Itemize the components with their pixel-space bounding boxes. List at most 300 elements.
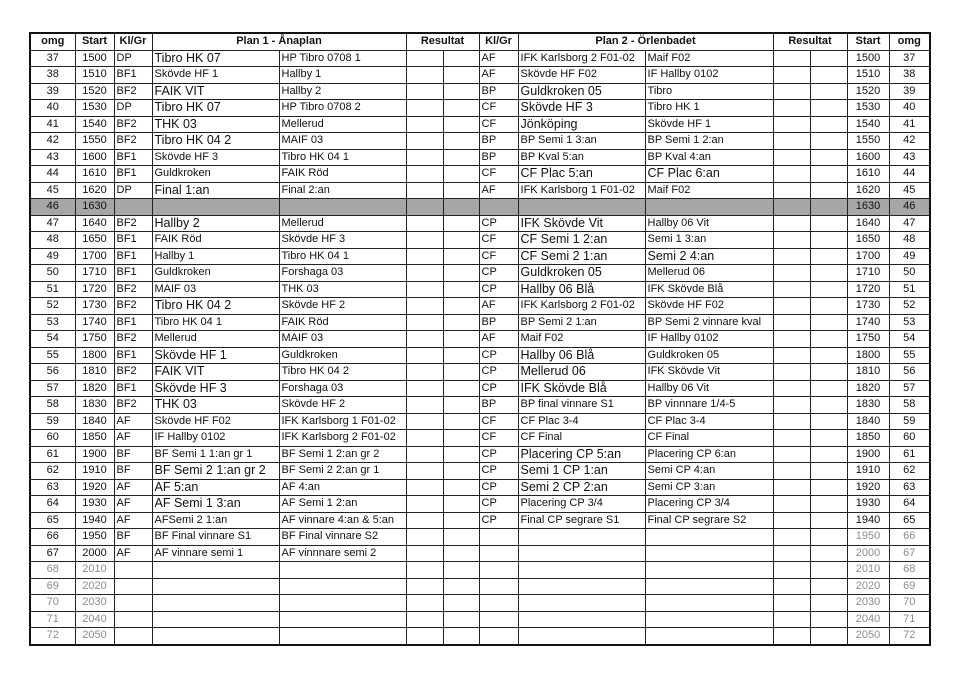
class-group-cell-plan2: AF [479, 50, 518, 67]
table-row [30, 446, 930, 463]
class-group-cell-plan2 [479, 562, 518, 579]
omg-cell-plan2: 38 [889, 67, 930, 84]
team-b-cell-plan1: Mellerud [279, 116, 406, 133]
header-omg-2: omg [889, 33, 930, 50]
result-b-cell-plan1 [443, 496, 479, 513]
omg-cell-plan2: 64 [889, 496, 930, 513]
result-b-cell-plan1 [443, 347, 479, 364]
header-row [30, 33, 930, 50]
start-cell: 2020 [75, 578, 114, 595]
team-b-cell-plan2: Skövde HF F02 [645, 298, 773, 315]
table-row [30, 83, 930, 100]
class-group-cell-plan1: BF1 [114, 232, 152, 249]
team-b-cell-plan2: BP Semi 1 2:an [645, 133, 773, 150]
result-a-cell-plan2 [773, 50, 810, 67]
class-group-cell-plan1: BF2 [114, 281, 152, 298]
class-group-cell-plan1: DP [114, 100, 152, 117]
result-b-cell-plan1 [443, 578, 479, 595]
result-a-cell-plan2 [773, 314, 810, 331]
omg-cell: 57 [30, 380, 75, 397]
team-a-cell-plan2: Maif F02 [518, 331, 645, 348]
class-group-cell-plan2: CP [479, 496, 518, 513]
omg-cell-plan2: 46 [889, 199, 930, 216]
team-b-cell-plan1 [279, 199, 406, 216]
result-a-cell-plan2 [773, 347, 810, 364]
result-b-cell-plan1 [443, 628, 479, 645]
table-row [30, 67, 930, 84]
class-group-cell-plan1: AF [114, 430, 152, 447]
omg-cell-plan2: 41 [889, 116, 930, 133]
team-a-cell-plan1: Tibro HK 07 [152, 100, 279, 117]
result-a-cell-plan2 [773, 83, 810, 100]
start-cell-plan2: 1950 [847, 529, 889, 546]
team-a-cell-plan1: Tibro HK 04 1 [152, 314, 279, 331]
omg-cell: 53 [30, 314, 75, 331]
team-b-cell-plan1: Skövde HF 2 [279, 397, 406, 414]
team-b-cell-plan1: MAIF 03 [279, 133, 406, 150]
team-b-cell-plan1: IFK Karlsborg 2 F01-02 [279, 430, 406, 447]
omg-cell: 61 [30, 446, 75, 463]
start-cell-plan2: 1600 [847, 149, 889, 166]
result-a-cell-plan1 [406, 182, 443, 199]
start-cell-plan2: 1510 [847, 67, 889, 84]
result-a-cell-plan1 [406, 166, 443, 183]
result-b-cell-plan2 [810, 265, 847, 282]
team-b-cell-plan1: BF Semi 1 2:an gr 2 [279, 446, 406, 463]
omg-cell: 46 [30, 199, 75, 216]
team-a-cell-plan1: Tibro HK 04 2 [152, 298, 279, 315]
result-a-cell-plan2 [773, 562, 810, 579]
team-a-cell-plan2 [518, 595, 645, 612]
team-a-cell-plan2: CF Semi 2 1:an [518, 248, 645, 265]
team-a-cell-plan2: BP Kval 5:an [518, 149, 645, 166]
team-b-cell-plan2: BP Kval 4:an [645, 149, 773, 166]
team-b-cell-plan2: Hallby 06 Vit [645, 215, 773, 232]
result-b-cell-plan2 [810, 611, 847, 628]
team-a-cell-plan2: Semi 2 CP 2:an [518, 479, 645, 496]
omg-cell-plan2: 48 [889, 232, 930, 249]
team-b-cell-plan2 [645, 562, 773, 579]
start-cell-plan2: 1530 [847, 100, 889, 117]
omg-cell: 65 [30, 512, 75, 529]
team-b-cell-plan2: IF Hallby 0102 [645, 67, 773, 84]
team-b-cell-plan1 [279, 595, 406, 612]
team-a-cell-plan2: BP final vinnare S1 [518, 397, 645, 414]
start-cell: 1700 [75, 248, 114, 265]
omg-cell: 43 [30, 149, 75, 166]
team-a-cell-plan1: AF vinnare semi 1 [152, 545, 279, 562]
table-row [30, 512, 930, 529]
class-group-cell-plan2: CP [479, 364, 518, 381]
omg-cell-plan2: 45 [889, 182, 930, 199]
table-row [30, 578, 930, 595]
start-cell: 1620 [75, 182, 114, 199]
table-row [30, 463, 930, 480]
class-group-cell-plan1: BF1 [114, 380, 152, 397]
table-row [30, 166, 930, 183]
team-b-cell-plan2: Semi CP 4:an [645, 463, 773, 480]
result-a-cell-plan1 [406, 116, 443, 133]
omg-cell: 67 [30, 545, 75, 562]
class-group-cell-plan1: DP [114, 182, 152, 199]
team-b-cell-plan2: Semi CP 3:an [645, 479, 773, 496]
team-a-cell-plan2 [518, 199, 645, 216]
result-b-cell-plan1 [443, 611, 479, 628]
class-group-cell-plan2: CP [479, 380, 518, 397]
result-b-cell-plan1 [443, 562, 479, 579]
omg-cell-plan2: 60 [889, 430, 930, 447]
result-b-cell-plan1 [443, 265, 479, 282]
team-b-cell-plan1: AF Semi 1 2:an [279, 496, 406, 513]
omg-cell: 50 [30, 265, 75, 282]
team-a-cell-plan2: IFK Karlsborg 2 F01-02 [518, 298, 645, 315]
table-row [30, 298, 930, 315]
start-cell: 1830 [75, 397, 114, 414]
class-group-cell-plan1: BF [114, 529, 152, 546]
start-cell: 1520 [75, 83, 114, 100]
start-cell: 2010 [75, 562, 114, 579]
team-a-cell-plan2 [518, 578, 645, 595]
result-a-cell-plan1 [406, 215, 443, 232]
team-b-cell-plan1 [279, 578, 406, 595]
team-a-cell-plan1: Skövde HF 1 [152, 67, 279, 84]
team-b-cell-plan2 [645, 545, 773, 562]
start-cell-plan2: 1830 [847, 397, 889, 414]
team-a-cell-plan2: Mellerud 06 [518, 364, 645, 381]
class-group-cell-plan2: AF [479, 331, 518, 348]
result-b-cell-plan2 [810, 67, 847, 84]
team-a-cell-plan1 [152, 578, 279, 595]
result-b-cell-plan1 [443, 463, 479, 480]
team-b-cell-plan2: IFK Skövde Vit [645, 364, 773, 381]
team-b-cell-plan2: Guldkroken 05 [645, 347, 773, 364]
result-b-cell-plan2 [810, 215, 847, 232]
result-b-cell-plan1 [443, 133, 479, 150]
table-row [30, 397, 930, 414]
result-a-cell-plan1 [406, 331, 443, 348]
omg-cell-plan2: 63 [889, 479, 930, 496]
class-group-cell-plan1 [114, 562, 152, 579]
class-group-cell-plan2: CP [479, 446, 518, 463]
team-b-cell-plan1: MAIF 03 [279, 331, 406, 348]
omg-cell: 48 [30, 232, 75, 249]
omg-cell: 55 [30, 347, 75, 364]
start-cell-plan2: 1640 [847, 215, 889, 232]
result-b-cell-plan1 [443, 397, 479, 414]
start-cell-plan2: 1810 [847, 364, 889, 381]
omg-cell-plan2: 53 [889, 314, 930, 331]
class-group-cell-plan2: CP [479, 463, 518, 480]
class-group-cell-plan1: BF1 [114, 265, 152, 282]
team-a-cell-plan1: THK 03 [152, 116, 279, 133]
result-a-cell-plan1 [406, 595, 443, 612]
class-group-cell-plan1: BF1 [114, 149, 152, 166]
result-a-cell-plan1 [406, 281, 443, 298]
result-a-cell-plan2 [773, 430, 810, 447]
start-cell: 1510 [75, 67, 114, 84]
start-cell-plan2: 1650 [847, 232, 889, 249]
omg-cell: 49 [30, 248, 75, 265]
team-b-cell-plan1: Forshaga 03 [279, 380, 406, 397]
result-b-cell-plan2 [810, 100, 847, 117]
team-b-cell-plan2: CF Final [645, 430, 773, 447]
team-a-cell-plan2 [518, 545, 645, 562]
start-cell-plan2: 1820 [847, 380, 889, 397]
omg-cell-plan2: 40 [889, 100, 930, 117]
team-b-cell-plan1: AF vinnnare semi 2 [279, 545, 406, 562]
result-b-cell-plan2 [810, 281, 847, 298]
omg-cell-plan2: 43 [889, 149, 930, 166]
team-b-cell-plan1: AF vinnare 4:an & 5:an [279, 512, 406, 529]
table-row [30, 265, 930, 282]
team-b-cell-plan1: BF Semi 2 2:an gr 1 [279, 463, 406, 480]
omg-cell-plan2: 58 [889, 397, 930, 414]
omg-cell: 64 [30, 496, 75, 513]
start-cell: 1910 [75, 463, 114, 480]
result-b-cell-plan2 [810, 545, 847, 562]
team-a-cell-plan2: CF Plac 3-4 [518, 413, 645, 430]
team-a-cell-plan1: BF Semi 1 1:an gr 1 [152, 446, 279, 463]
class-group-cell-plan1: BF2 [114, 331, 152, 348]
class-group-cell-plan2: CF [479, 166, 518, 183]
start-cell: 1650 [75, 232, 114, 249]
class-group-cell-plan1: BF2 [114, 397, 152, 414]
table-row [30, 413, 930, 430]
start-cell: 1610 [75, 166, 114, 183]
omg-cell-plan2: 51 [889, 281, 930, 298]
omg-cell-plan2: 62 [889, 463, 930, 480]
result-a-cell-plan1 [406, 265, 443, 282]
team-b-cell-plan1: Tibro HK 04 1 [279, 248, 406, 265]
team-a-cell-plan2: Skövde HF 3 [518, 100, 645, 117]
start-cell-plan2: 1500 [847, 50, 889, 67]
class-group-cell-plan2: AF [479, 182, 518, 199]
result-a-cell-plan1 [406, 512, 443, 529]
team-a-cell-plan1: IF Hallby 0102 [152, 430, 279, 447]
result-b-cell-plan2 [810, 133, 847, 150]
table-row [30, 479, 930, 496]
result-a-cell-plan2 [773, 578, 810, 595]
header-start-2: Start [847, 33, 889, 50]
class-group-cell-plan1 [114, 611, 152, 628]
team-a-cell-plan1: AF Semi 1 3:an [152, 496, 279, 513]
omg-cell-plan2: 55 [889, 347, 930, 364]
omg-cell: 69 [30, 578, 75, 595]
result-b-cell-plan1 [443, 446, 479, 463]
start-cell: 1820 [75, 380, 114, 397]
header-klgr-2: Kl/Gr [479, 33, 518, 50]
start-cell: 1930 [75, 496, 114, 513]
omg-cell-plan2: 68 [889, 562, 930, 579]
start-cell: 1720 [75, 281, 114, 298]
class-group-cell-plan2: CP [479, 215, 518, 232]
start-cell-plan2: 1910 [847, 463, 889, 480]
class-group-cell-plan1: AF [114, 479, 152, 496]
result-a-cell-plan1 [406, 446, 443, 463]
team-b-cell-plan2: Tibro HK 1 [645, 100, 773, 117]
table-row [30, 281, 930, 298]
table-row [30, 314, 930, 331]
team-a-cell-plan2: Hallby 06 Blå [518, 281, 645, 298]
result-a-cell-plan1 [406, 248, 443, 265]
result-a-cell-plan2 [773, 529, 810, 546]
header-omg: omg [30, 33, 75, 50]
result-a-cell-plan1 [406, 298, 443, 315]
start-cell-plan2: 1540 [847, 116, 889, 133]
omg-cell: 71 [30, 611, 75, 628]
team-b-cell-plan1: Forshaga 03 [279, 265, 406, 282]
result-a-cell-plan1 [406, 100, 443, 117]
start-cell-plan2: 1840 [847, 413, 889, 430]
result-b-cell-plan2 [810, 298, 847, 315]
table-row [30, 545, 930, 562]
omg-cell-plan2: 61 [889, 446, 930, 463]
result-b-cell-plan1 [443, 479, 479, 496]
result-a-cell-plan2 [773, 232, 810, 249]
result-b-cell-plan1 [443, 595, 479, 612]
class-group-cell-plan2: CP [479, 479, 518, 496]
team-b-cell-plan2: IFK Skövde Blå [645, 281, 773, 298]
team-b-cell-plan2: BP Semi 2 vinnare kval [645, 314, 773, 331]
start-cell: 1640 [75, 215, 114, 232]
result-a-cell-plan2 [773, 281, 810, 298]
team-a-cell-plan2: Jönköping [518, 116, 645, 133]
result-b-cell-plan2 [810, 578, 847, 595]
start-cell-plan2: 1630 [847, 199, 889, 216]
class-group-cell-plan2: CF [479, 413, 518, 430]
result-b-cell-plan1 [443, 67, 479, 84]
result-a-cell-plan2 [773, 364, 810, 381]
header-resultat-2: Resultat [773, 33, 847, 50]
team-a-cell-plan1: FAIK VIT [152, 364, 279, 381]
class-group-cell-plan1: AF [114, 545, 152, 562]
team-b-cell-plan1: AF 4:an [279, 479, 406, 496]
result-b-cell-plan2 [810, 479, 847, 496]
class-group-cell-plan1: BF2 [114, 364, 152, 381]
start-cell-plan2: 1940 [847, 512, 889, 529]
class-group-cell-plan2: AF [479, 67, 518, 84]
result-a-cell-plan1 [406, 232, 443, 249]
result-b-cell-plan2 [810, 628, 847, 645]
start-cell: 2040 [75, 611, 114, 628]
team-b-cell-plan1: Hallby 2 [279, 83, 406, 100]
class-group-cell-plan1: BF1 [114, 67, 152, 84]
team-a-cell-plan2: CF Plac 5:an [518, 166, 645, 183]
result-a-cell-plan2 [773, 166, 810, 183]
start-cell-plan2: 1550 [847, 133, 889, 150]
omg-cell-plan2: 49 [889, 248, 930, 265]
start-cell: 1530 [75, 100, 114, 117]
result-b-cell-plan2 [810, 397, 847, 414]
team-a-cell-plan2: CF Final [518, 430, 645, 447]
result-a-cell-plan2 [773, 265, 810, 282]
team-b-cell-plan2: CF Plac 3-4 [645, 413, 773, 430]
omg-cell: 59 [30, 413, 75, 430]
class-group-cell-plan1: AF [114, 413, 152, 430]
class-group-cell-plan2: BP [479, 149, 518, 166]
team-a-cell-plan1: Tibro HK 07 [152, 50, 279, 67]
class-group-cell-plan1: BF1 [114, 347, 152, 364]
result-b-cell-plan2 [810, 529, 847, 546]
team-a-cell-plan2: IFK Karlsborg 1 F01-02 [518, 182, 645, 199]
result-a-cell-plan2 [773, 479, 810, 496]
table-row [30, 595, 930, 612]
class-group-cell-plan1 [114, 595, 152, 612]
result-a-cell-plan2 [773, 100, 810, 117]
result-a-cell-plan2 [773, 149, 810, 166]
start-cell-plan2: 1900 [847, 446, 889, 463]
omg-cell-plan2: 42 [889, 133, 930, 150]
result-a-cell-plan1 [406, 397, 443, 414]
omg-cell: 66 [30, 529, 75, 546]
omg-cell-plan2: 50 [889, 265, 930, 282]
omg-cell: 47 [30, 215, 75, 232]
omg-cell: 60 [30, 430, 75, 447]
team-b-cell-plan1: Guldkroken [279, 347, 406, 364]
result-a-cell-plan1 [406, 133, 443, 150]
schedule-table [29, 32, 931, 646]
table-row [30, 248, 930, 265]
start-cell-plan2: 1720 [847, 281, 889, 298]
team-a-cell-plan1: Guldkroken [152, 265, 279, 282]
table-row [30, 331, 930, 348]
result-a-cell-plan2 [773, 331, 810, 348]
start-cell: 2000 [75, 545, 114, 562]
result-a-cell-plan2 [773, 116, 810, 133]
team-a-cell-plan2 [518, 529, 645, 546]
start-cell-plan2: 1730 [847, 298, 889, 315]
team-b-cell-plan1 [279, 562, 406, 579]
result-a-cell-plan1 [406, 83, 443, 100]
team-a-cell-plan2: IFK Karlsborg 2 F01-02 [518, 50, 645, 67]
result-b-cell-plan1 [443, 232, 479, 249]
team-a-cell-plan2: Hallby 06 Blå [518, 347, 645, 364]
result-a-cell-plan2 [773, 595, 810, 612]
start-cell-plan2: 1920 [847, 479, 889, 496]
team-a-cell-plan1: Skövde HF F02 [152, 413, 279, 430]
team-a-cell-plan1: Skövde HF 3 [152, 380, 279, 397]
result-b-cell-plan2 [810, 314, 847, 331]
result-a-cell-plan1 [406, 347, 443, 364]
team-b-cell-plan1: HP Tibro 0708 1 [279, 50, 406, 67]
team-b-cell-plan2: Placering CP 3/4 [645, 496, 773, 513]
result-b-cell-plan2 [810, 380, 847, 397]
table-row [30, 182, 930, 199]
result-b-cell-plan2 [810, 149, 847, 166]
table-row [30, 50, 930, 67]
result-b-cell-plan1 [443, 512, 479, 529]
team-b-cell-plan1: Final 2:an [279, 182, 406, 199]
result-b-cell-plan1 [443, 430, 479, 447]
result-b-cell-plan2 [810, 562, 847, 579]
start-cell-plan2: 2030 [847, 595, 889, 612]
table-row [30, 199, 930, 216]
class-group-cell-plan1: BF1 [114, 248, 152, 265]
result-a-cell-plan2 [773, 199, 810, 216]
start-cell: 1940 [75, 512, 114, 529]
start-cell: 1710 [75, 265, 114, 282]
header-klgr: Kl/Gr [114, 33, 152, 50]
team-b-cell-plan2: Mellerud 06 [645, 265, 773, 282]
header-plan2: Plan 2 - Örlenbadet [518, 33, 773, 50]
team-a-cell-plan2: Guldkroken 05 [518, 83, 645, 100]
class-group-cell-plan2: BP [479, 314, 518, 331]
result-a-cell-plan2 [773, 463, 810, 480]
team-b-cell-plan1: Tibro HK 04 1 [279, 149, 406, 166]
table-row [30, 562, 930, 579]
start-cell-plan2: 1800 [847, 347, 889, 364]
omg-cell-plan2: 57 [889, 380, 930, 397]
